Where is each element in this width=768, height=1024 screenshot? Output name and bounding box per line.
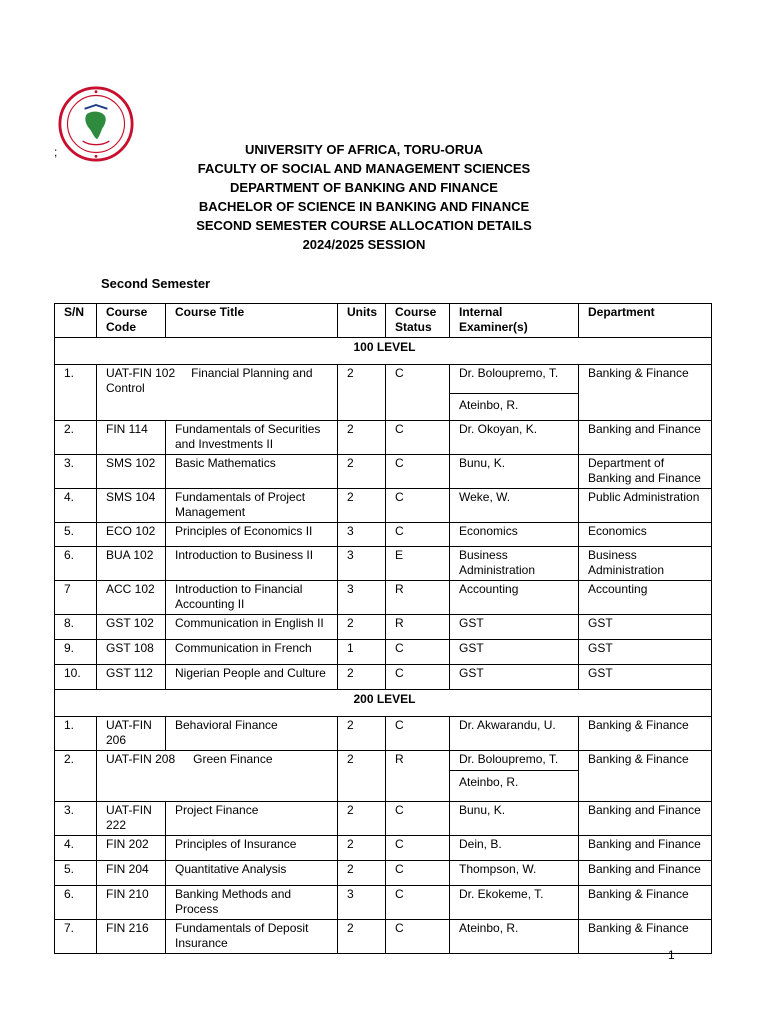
document-header bbox=[0, 140, 728, 254]
cell-title: Principles of Economics II bbox=[166, 523, 338, 547]
table-row bbox=[55, 717, 712, 751]
section-title: Second Semester bbox=[101, 276, 211, 291]
table-row bbox=[55, 489, 712, 523]
cell-title: Fundamentals of Project Management bbox=[166, 489, 338, 523]
table-header-row bbox=[55, 304, 712, 338]
cell-status: C bbox=[386, 861, 450, 886]
cell-examiner: Bunu, K. bbox=[450, 455, 579, 489]
cell-examiner: Accounting bbox=[450, 581, 579, 615]
examiner-secondary: Ateinbo, R. bbox=[450, 393, 578, 413]
cell-title: Green Finance bbox=[193, 752, 273, 766]
col-header-course-code: Course Code bbox=[97, 304, 166, 338]
table-row bbox=[55, 421, 712, 455]
cell-code: UAT-FIN 222 bbox=[97, 802, 166, 836]
examiner-secondary: Ateinbo, R. bbox=[450, 770, 578, 790]
cell-sn: 2. bbox=[55, 421, 97, 455]
cell-units: 2 bbox=[338, 751, 386, 802]
table-row bbox=[55, 581, 712, 615]
cell-examiner bbox=[450, 365, 579, 421]
cell-status: C bbox=[386, 717, 450, 751]
table-row bbox=[55, 365, 712, 421]
cell-code: UAT-FIN 102 bbox=[106, 366, 176, 380]
cell-examiner: Dr. Ekokeme, T. bbox=[450, 886, 579, 920]
cell-sn: 7. bbox=[55, 920, 97, 954]
table-row bbox=[55, 665, 712, 690]
table-row bbox=[55, 886, 712, 920]
cell-title: Basic Mathematics bbox=[166, 455, 338, 489]
cell-sn: 1. bbox=[55, 365, 97, 421]
cell-code: UAT-FIN 208 bbox=[106, 752, 176, 766]
cell-code: GST 102 bbox=[97, 615, 166, 640]
cell-units: 3 bbox=[338, 886, 386, 920]
cell-examiner: Ateinbo, R. bbox=[450, 920, 579, 954]
department-name: DEPARTMENT OF BANKING AND FINANCE bbox=[230, 180, 498, 195]
cell-code: FIN 114 bbox=[97, 421, 166, 455]
level-row-100 bbox=[55, 338, 712, 365]
cell-examiner: Bunu, K. bbox=[450, 802, 579, 836]
cell-sn: 4. bbox=[55, 836, 97, 861]
cell-units: 2 bbox=[338, 920, 386, 954]
col-header-course-status: Course Status bbox=[386, 304, 450, 338]
cell-code: ACC 102 bbox=[97, 581, 166, 615]
cell-title: Behavioral Finance bbox=[166, 717, 338, 751]
cell-examiner: Weke, W. bbox=[450, 489, 579, 523]
cell-status: C bbox=[386, 920, 450, 954]
cell-examiner: Business Administration bbox=[450, 547, 579, 581]
table-row bbox=[55, 523, 712, 547]
cell-examiner: GST bbox=[450, 615, 579, 640]
cell-sn: 6. bbox=[55, 886, 97, 920]
cell-sn: 2. bbox=[55, 751, 97, 802]
table-row bbox=[55, 861, 712, 886]
cell-title: Communication in English II bbox=[166, 615, 338, 640]
cell-status: C bbox=[386, 836, 450, 861]
cell-sn: 1. bbox=[55, 717, 97, 751]
faculty-name: FACULTY OF SOCIAL AND MANAGEMENT SCIENCES bbox=[197, 161, 531, 176]
cell-units: 3 bbox=[338, 547, 386, 581]
cell-status: C bbox=[386, 640, 450, 665]
cell-units: 3 bbox=[338, 523, 386, 547]
cell-sn: 3. bbox=[55, 455, 97, 489]
cell-examiner: Dein, B. bbox=[450, 836, 579, 861]
cell-department: Banking and Finance bbox=[579, 861, 712, 886]
table-row bbox=[55, 640, 712, 665]
cell-sn: 5. bbox=[55, 523, 97, 547]
cell-units: 2 bbox=[338, 365, 386, 421]
cell-department: Economics bbox=[579, 523, 712, 547]
cell-title: Fundamentals of Securities and Investments II bbox=[166, 421, 338, 455]
cell-sn: 9. bbox=[55, 640, 97, 665]
table-row bbox=[55, 836, 712, 861]
cell-examiner: Dr. Akwarandu, U. bbox=[450, 717, 579, 751]
cell-title: Financial Planning and Control bbox=[106, 366, 313, 395]
cell-title: Introduction to Business II bbox=[166, 547, 338, 581]
stray-mark: ; bbox=[54, 145, 58, 159]
cell-units: 2 bbox=[338, 802, 386, 836]
cell-units: 2 bbox=[338, 489, 386, 523]
cell-department: Banking & Finance bbox=[579, 920, 712, 954]
cell-code: FIN 210 bbox=[97, 886, 166, 920]
cell-department: GST bbox=[579, 615, 712, 640]
examiner-primary: Dr. Boloupremo, T. bbox=[459, 752, 559, 766]
cell-department: Banking and Finance bbox=[579, 836, 712, 861]
cell-status: C bbox=[386, 365, 450, 421]
cell-code-title bbox=[97, 365, 338, 421]
cell-status: R bbox=[386, 751, 450, 802]
cell-units: 2 bbox=[338, 861, 386, 886]
level-label: 200 LEVEL bbox=[55, 690, 712, 717]
cell-status: R bbox=[386, 581, 450, 615]
document-title: SECOND SEMESTER COURSE ALLOCATION DETAILS bbox=[196, 218, 532, 233]
cell-title: Principles of Insurance bbox=[166, 836, 338, 861]
cell-code: FIN 204 bbox=[97, 861, 166, 886]
cell-sn: 8. bbox=[55, 615, 97, 640]
col-header-course-title: Course Title bbox=[166, 304, 338, 338]
cell-units: 2 bbox=[338, 455, 386, 489]
col-header-units: Units bbox=[338, 304, 386, 338]
cell-units: 2 bbox=[338, 615, 386, 640]
table-row bbox=[55, 455, 712, 489]
level-label: 100 LEVEL bbox=[55, 338, 712, 365]
cell-department: Banking & Finance bbox=[579, 751, 712, 802]
cell-department: Department of Banking and Finance bbox=[579, 455, 712, 489]
cell-sn: 4. bbox=[55, 489, 97, 523]
cell-status: C bbox=[386, 421, 450, 455]
col-header-examiner: Internal Examiner(s) bbox=[450, 304, 579, 338]
cell-units: 2 bbox=[338, 836, 386, 861]
cell-sn: 3. bbox=[55, 802, 97, 836]
cell-department: GST bbox=[579, 640, 712, 665]
cell-status: C bbox=[386, 489, 450, 523]
cell-sn: 5. bbox=[55, 861, 97, 886]
level-row-200 bbox=[55, 690, 712, 717]
cell-department: Banking & Finance bbox=[579, 365, 712, 421]
cell-sn: 10. bbox=[55, 665, 97, 690]
cell-units: 2 bbox=[338, 665, 386, 690]
cell-code: UAT-FIN 206 bbox=[97, 717, 166, 751]
cell-title: Introduction to Financial Accounting II bbox=[166, 581, 338, 615]
cell-department: GST bbox=[579, 665, 712, 690]
cell-department: Banking & Finance bbox=[579, 886, 712, 920]
cell-department: Banking and Finance bbox=[579, 421, 712, 455]
cell-department: Public Administration bbox=[579, 489, 712, 523]
programme-name: BACHELOR OF SCIENCE IN BANKING AND FINANCE bbox=[198, 199, 530, 214]
table-row bbox=[55, 802, 712, 836]
cell-examiner: Economics bbox=[450, 523, 579, 547]
cell-code-title bbox=[97, 751, 338, 802]
cell-title: Nigerian People and Culture bbox=[166, 665, 338, 690]
cell-department: Accounting bbox=[579, 581, 712, 615]
cell-code: BUA 102 bbox=[97, 547, 166, 581]
cell-title: Communication in French bbox=[166, 640, 338, 665]
cell-title: Project Finance bbox=[166, 802, 338, 836]
cell-status: R bbox=[386, 615, 450, 640]
col-header-department: Department bbox=[579, 304, 712, 338]
cell-code: GST 108 bbox=[97, 640, 166, 665]
cell-units: 2 bbox=[338, 421, 386, 455]
table-row bbox=[55, 920, 712, 954]
course-allocation-table bbox=[54, 303, 712, 954]
cell-title: Banking Methods and Process bbox=[166, 886, 338, 920]
cell-code: SMS 102 bbox=[97, 455, 166, 489]
table-row bbox=[55, 751, 712, 802]
cell-department: Business Administration bbox=[579, 547, 712, 581]
cell-title: Quantitative Analysis bbox=[166, 861, 338, 886]
cell-code: FIN 202 bbox=[97, 836, 166, 861]
cell-code: FIN 216 bbox=[97, 920, 166, 954]
cell-title: Fundamentals of Deposit Insurance bbox=[166, 920, 338, 954]
table-row bbox=[55, 615, 712, 640]
table-row bbox=[55, 547, 712, 581]
cell-department: Banking and Finance bbox=[579, 802, 712, 836]
cell-status: C bbox=[386, 455, 450, 489]
cell-status: C bbox=[386, 886, 450, 920]
cell-units: 2 bbox=[338, 717, 386, 751]
cell-department: Banking & Finance bbox=[579, 717, 712, 751]
cell-status: E bbox=[386, 547, 450, 581]
cell-code: GST 112 bbox=[97, 665, 166, 690]
col-header-sn: S/N bbox=[55, 304, 97, 338]
cell-status: C bbox=[386, 802, 450, 836]
session-label: 2024/2025 SESSION bbox=[302, 237, 426, 252]
cell-code: ECO 102 bbox=[97, 523, 166, 547]
cell-examiner: GST bbox=[450, 665, 579, 690]
cell-units: 1 bbox=[338, 640, 386, 665]
page-number: 1 bbox=[668, 948, 675, 962]
cell-status: C bbox=[386, 665, 450, 690]
cell-examiner: Dr. Okoyan, K. bbox=[450, 421, 579, 455]
university-name: UNIVERSITY OF AFRICA, TORU-ORUA bbox=[244, 142, 484, 157]
examiner-primary: Dr. Boloupremo, T. bbox=[459, 366, 559, 380]
cell-examiner bbox=[450, 751, 579, 802]
cell-units: 3 bbox=[338, 581, 386, 615]
cell-status: C bbox=[386, 523, 450, 547]
cell-sn: 7 bbox=[55, 581, 97, 615]
cell-examiner: Thompson, W. bbox=[450, 861, 579, 886]
cell-sn: 6. bbox=[55, 547, 97, 581]
cell-code: SMS 104 bbox=[97, 489, 166, 523]
cell-examiner: GST bbox=[450, 640, 579, 665]
